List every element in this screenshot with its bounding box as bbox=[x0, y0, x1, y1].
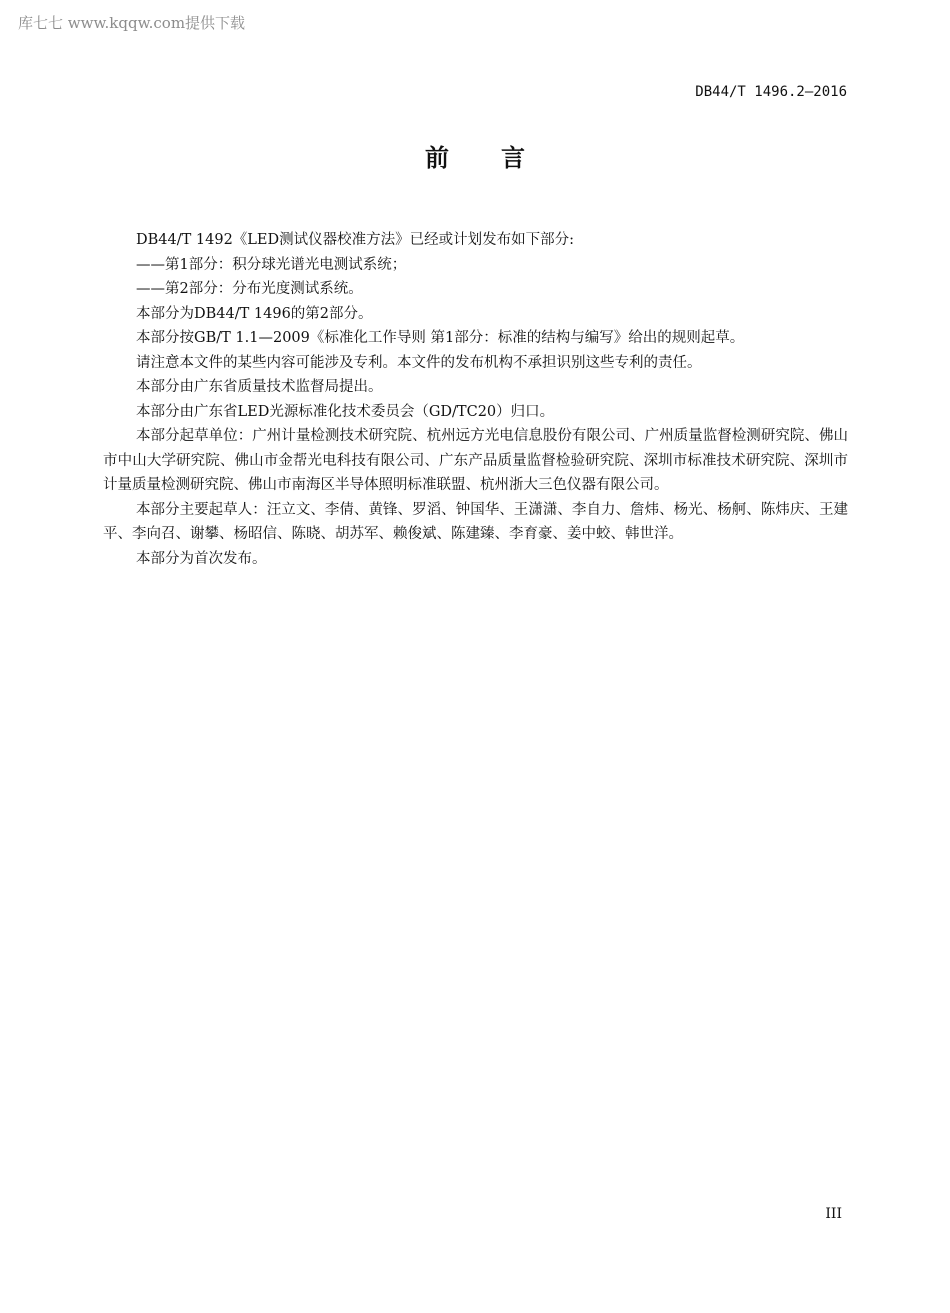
watermark: 库七七 www.kqqw.com提供下载 bbox=[18, 14, 246, 32]
document-id: DB44/T 1496.2—2016 bbox=[695, 84, 847, 100]
paragraph: 本部分主要起草人：汪立文、李倩、黄锋、罗滔、钟国华、王潇潇、李自力、詹炜、杨光、杨舸、陈炜庆、王建平、李向召、谢攀、杨昭信、陈晓、胡苏军、赖俊斌、陈建臻、李育豪、姜中蛟、韩世洋。 bbox=[103, 501, 848, 542]
paragraph: 本部分起草单位：广州计量检测技术研究院、杭州远方光电信息股份有限公司、广州质量监督检测研究院、佛山市中山大学研究院、佛山市金帮光电科技有限公司、广东产品质量监督检验研究院、深圳市标准技术研究院、深圳市计量质量检测研究院、佛山市南海区半导体照明标准联盟、杭州浙大三色仪器有限公司。 bbox=[103, 428, 848, 493]
page-title: 前言 bbox=[425, 144, 577, 172]
paragraph: 本部分由广东省质量技术监督局提出。 bbox=[136, 379, 383, 395]
paragraph: 本部分为首次发布。 bbox=[136, 550, 267, 567]
page-number: III bbox=[825, 1206, 842, 1222]
paragraph: 本部分按GB/T 1.1—2009《标准化工作导则 第1部分：标准的结构与编写》给出的规则起草。 bbox=[136, 330, 745, 346]
foreword-body bbox=[103, 228, 848, 571]
paragraph: ——第2部分：分布光度测试系统。 bbox=[136, 281, 363, 297]
paragraph: DB44/T 1492《LED测试仪器校准方法》已经或计划发布如下部分: bbox=[136, 232, 575, 248]
paragraph: 本部分为DB44/T 1496的第2部分。 bbox=[136, 305, 373, 322]
paragraph: ——第1部分：积分球光谱光电测试系统； bbox=[136, 256, 407, 273]
paragraph: 请注意本文件的某些内容可能涉及专利。本文件的发布机构不承担识别这些专利的责任。 bbox=[136, 354, 702, 371]
paragraph: 本部分由广东省LED光源标准化技术委员会（GD/TC20）归口。 bbox=[136, 403, 555, 420]
